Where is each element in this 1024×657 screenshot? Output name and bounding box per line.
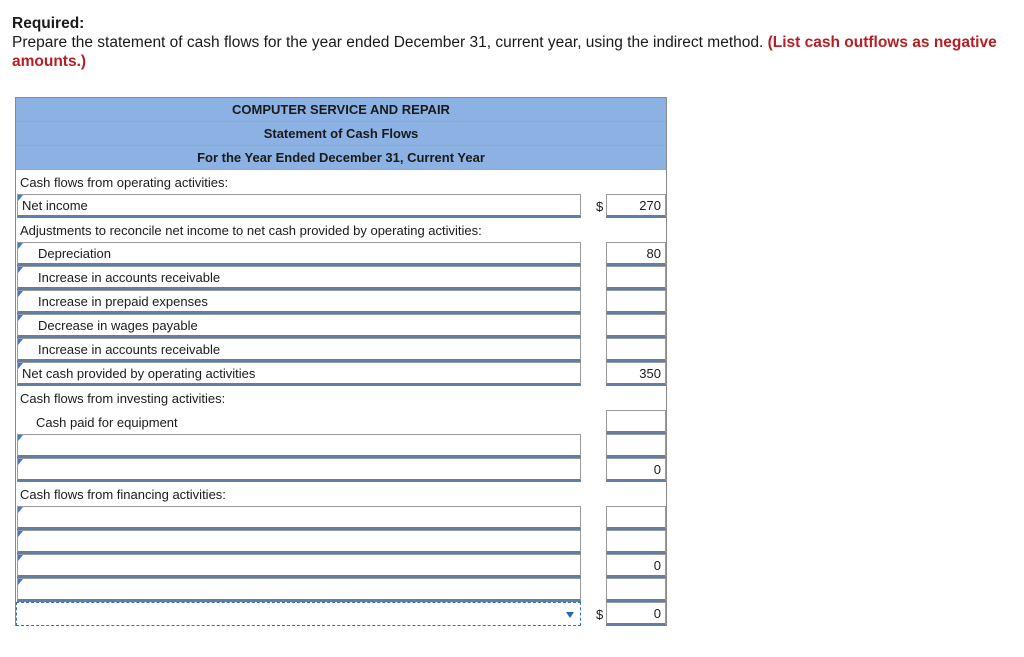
- net-income-label-input[interactable]: [17, 194, 581, 218]
- amount-cell: [606, 218, 666, 242]
- row-label: Cash flows from financing activities:: [20, 486, 226, 502]
- statement-period: For the Year Ended December 31, Current Year: [16, 146, 666, 170]
- financing-total-label-input[interactable]: [17, 554, 581, 578]
- net-change-amount: 0: [606, 602, 666, 626]
- wages-decrease-amount-input[interactable]: [606, 314, 666, 338]
- row-label: Net income: [22, 197, 88, 213]
- depreciation-row: [16, 242, 666, 266]
- dropdown-indicator-icon: [18, 531, 23, 537]
- row-label: Increase in accounts receivable: [38, 341, 221, 357]
- financing-blank-row-1: [16, 506, 666, 530]
- row-label: Decrease in wages payable: [38, 317, 198, 333]
- dropdown-indicator-icon: [18, 267, 23, 273]
- dropdown-indicator-icon: [18, 291, 23, 297]
- instruction-note: (List cash outflows as negative amounts.): [12, 34, 997, 70]
- ar-increase-label-input[interactable]: [17, 266, 581, 290]
- dropdown-indicator-icon: [18, 195, 23, 201]
- financing-amount-input[interactable]: [606, 506, 666, 530]
- dropdown-indicator-icon: [18, 435, 23, 441]
- financing-label-input[interactable]: [17, 506, 581, 530]
- net-income-row: [16, 194, 666, 218]
- row-label: Cash flows from operating activities:: [20, 174, 229, 190]
- row-label: Cash paid for equipment: [36, 414, 178, 430]
- investing-total-row: [16, 458, 666, 482]
- amount-cell: [606, 482, 666, 506]
- wages-decrease-label-input[interactable]: [17, 314, 581, 338]
- prepaid-increase-amount-input[interactable]: [606, 290, 666, 314]
- dropdown-indicator-icon: [18, 459, 23, 465]
- instructions: [12, 14, 1012, 71]
- investing-label-input[interactable]: [17, 434, 581, 458]
- net-operating-amount: 350: [606, 362, 666, 386]
- dollar-sign: $: [596, 606, 604, 622]
- row-label: Net cash provided by operating activities: [22, 365, 256, 381]
- amount-cell: [606, 170, 666, 194]
- depreciation-amount-input[interactable]: 80: [606, 242, 666, 266]
- dropdown-indicator-icon: [18, 315, 23, 321]
- instruction-body: Prepare the statement of cash flows for the year ended December 31, current year, using the indirect method.: [12, 34, 764, 51]
- investing-total-label-input[interactable]: [17, 458, 581, 482]
- net-operating-label-input[interactable]: [17, 362, 581, 386]
- amount-cell: [606, 386, 666, 410]
- prepaid-increase-row: [16, 290, 666, 314]
- dropdown-indicator-icon: [18, 243, 23, 249]
- row-label: Cash flows from investing activities:: [20, 390, 226, 406]
- ar-increase-amount-input[interactable]: [606, 266, 666, 290]
- instruction-text: [12, 33, 1012, 71]
- chevron-down-icon: [566, 612, 574, 618]
- dropdown-indicator-icon: [18, 579, 23, 585]
- depreciation-label-input[interactable]: [17, 242, 581, 266]
- row-label: Increase in accounts receivable: [38, 269, 221, 285]
- investing-header-row: [16, 386, 666, 410]
- ar-increase-row: [16, 266, 666, 290]
- ar-increase-2-row: [16, 338, 666, 362]
- cash-paid-equipment-amount-input[interactable]: [606, 410, 666, 434]
- extra-label-input[interactable]: [17, 578, 581, 602]
- investing-amount-input[interactable]: [606, 434, 666, 458]
- ar-increase-2-label-input[interactable]: [17, 338, 581, 362]
- financing-blank-row-2: [16, 530, 666, 554]
- financing-total-row: [16, 554, 666, 578]
- row-label: Depreciation: [38, 245, 111, 261]
- investing-total-amount: 0: [606, 458, 666, 482]
- wages-decrease-row: [16, 314, 666, 338]
- required-label: Required:: [12, 15, 85, 32]
- row-label: Increase in prepaid expenses: [38, 293, 208, 309]
- dropdown-indicator-icon: [18, 507, 23, 513]
- dollar-sign: $: [596, 198, 604, 214]
- ar-increase-2-amount-input[interactable]: [606, 338, 666, 362]
- investing-blank-row-1: [16, 434, 666, 458]
- blank-row-extra: [16, 578, 666, 602]
- prepaid-increase-label-input[interactable]: [17, 290, 581, 314]
- dropdown-indicator-icon: [18, 555, 23, 561]
- cash-paid-equipment-row: [16, 410, 666, 434]
- cash-flow-statement: [15, 97, 667, 626]
- financing-label-input[interactable]: [17, 530, 581, 554]
- dropdown-indicator-icon: [18, 339, 23, 345]
- operating-header-row: [16, 170, 666, 194]
- net-change-label-select[interactable]: [16, 602, 581, 626]
- net-change-row: [16, 602, 666, 626]
- statement-title: Statement of Cash Flows: [16, 122, 666, 146]
- financing-total-amount: 0: [606, 554, 666, 578]
- company-name: COMPUTER SERVICE AND REPAIR: [16, 98, 666, 122]
- extra-amount-input[interactable]: [606, 578, 666, 602]
- dropdown-indicator-icon: [18, 363, 23, 369]
- net-income-amount-input[interactable]: 270: [606, 194, 666, 218]
- financing-header-row: [16, 482, 666, 506]
- adjustments-header-row: [16, 218, 666, 242]
- financing-amount-input[interactable]: [606, 530, 666, 554]
- net-operating-row: [16, 362, 666, 386]
- row-label: Adjustments to reconcile net income to net cash provided by operating activities:: [20, 222, 482, 238]
